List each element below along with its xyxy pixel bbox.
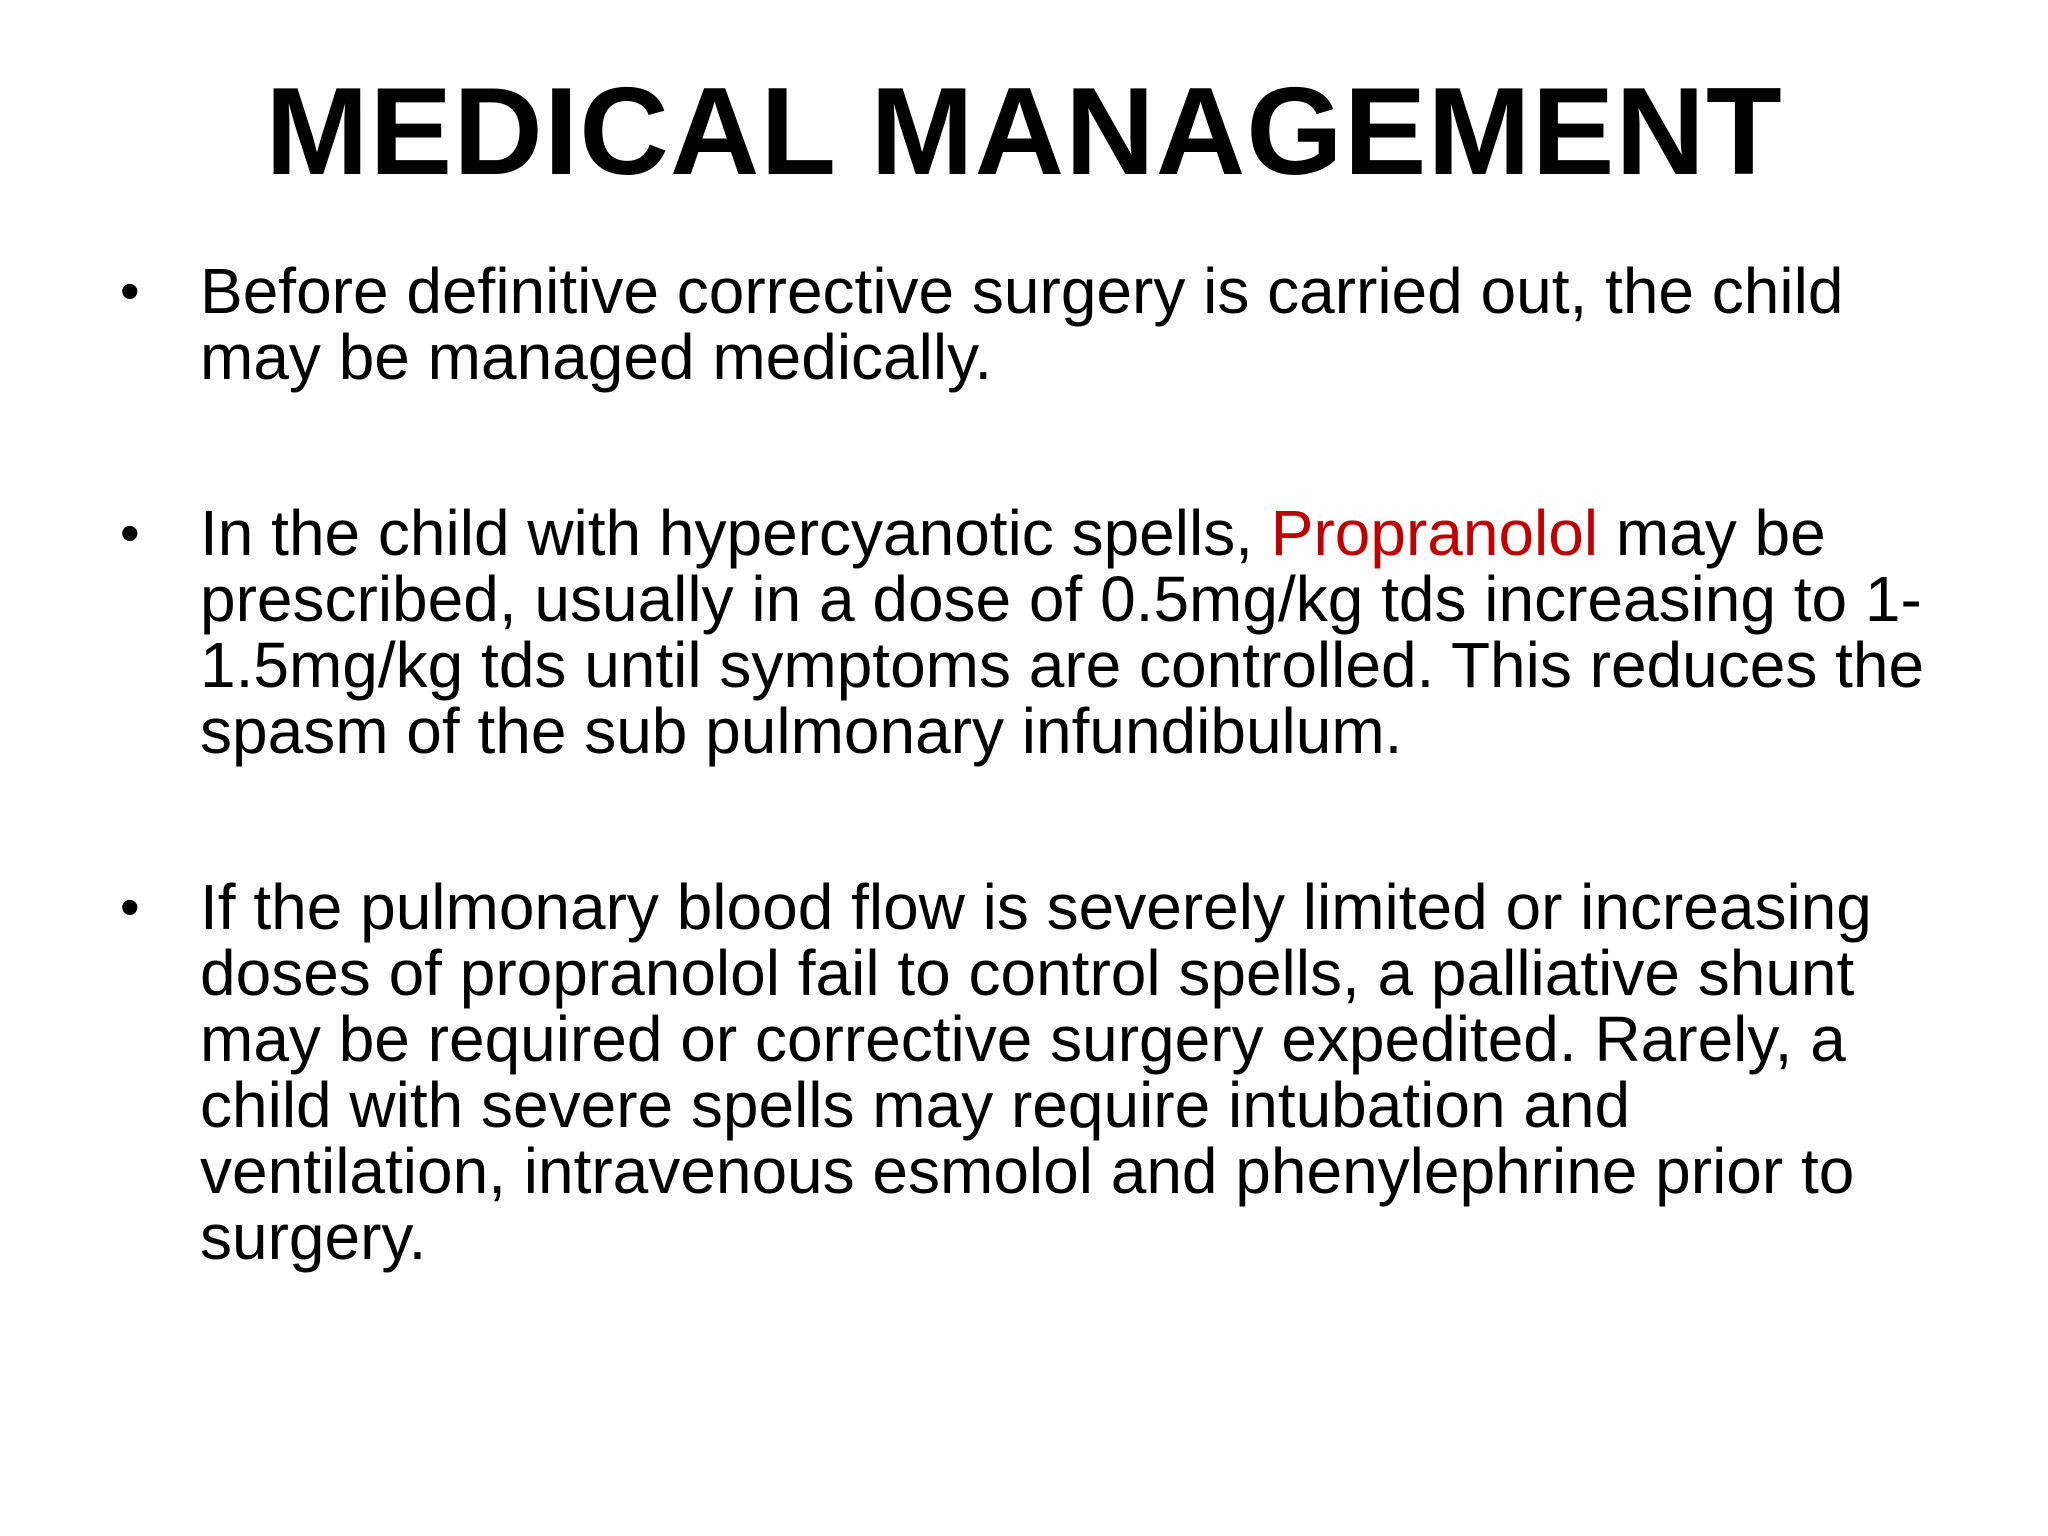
bullet-text: Before definitive corrective surgery is carried out, the child may be managed medically. <box>200 255 1844 393</box>
bullet-item-3 <box>120 871 1940 1273</box>
bullet-text-before: In the child with hypercyanotic spells, <box>200 497 1271 569</box>
bullet-icon: • <box>120 501 140 564</box>
drug-name-highlight: Propranolol <box>1270 497 1599 569</box>
bullet-item-1 <box>120 255 1940 393</box>
slide-title: MEDICAL MANAGEMENT <box>265 63 1783 201</box>
bullet-list <box>120 255 1940 1273</box>
bullet-text-after: may be prescribed, usually in a dose of 0.5mg/kg tds increasing to 1-1.5mg/kg tds until symptoms are controlled. This reduces the spasm of the sub pulmonary infundibulum. <box>200 497 1925 767</box>
bullet-item-2 <box>120 497 1940 767</box>
bullet-text: If the pulmonary blood flow is severely limited or increasing doses of propranolol fail to control spells, a palliative shunt may be required or corrective surgery expedited. Rarely, a child with severe spells may require intubation and ventilation, intravenous esmolol and phenylephrine prior to surgery. <box>200 871 1872 1273</box>
bullet-icon: • <box>120 875 140 938</box>
bullet-icon: • <box>120 259 140 322</box>
